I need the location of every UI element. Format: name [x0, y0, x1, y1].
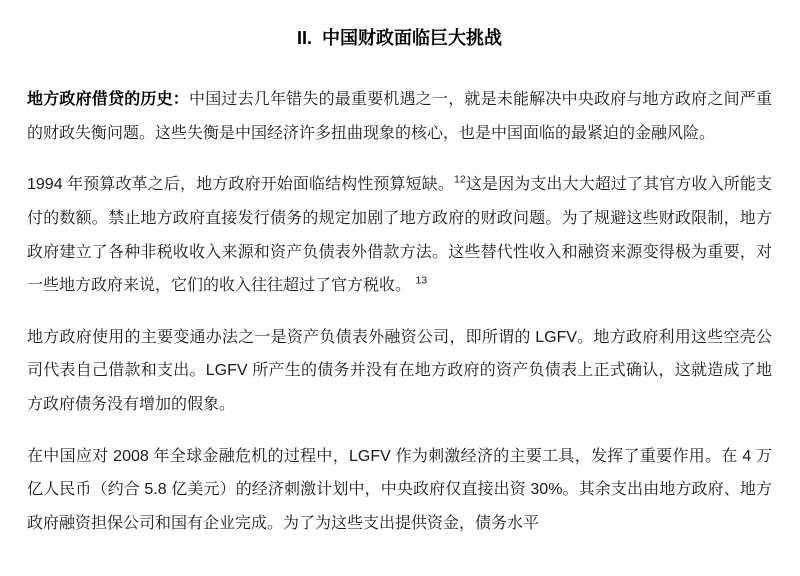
footnote-ref-13: 13	[415, 274, 428, 287]
paragraph-1-bold-lead: 地方政府借贷的历史：	[27, 91, 189, 109]
paragraph-lgfv-workaround: 地方政府使用的主要变通办法之一是资产负债表外融资公司，即所谓的 LGFV。地方政府利用这些空壳公司代表自己借款和支出。LGFV 所产生的债务并没有在地方政府的资产负债表上正式确认，这就造成了地方政府债务没有增加的假象。	[27, 328, 772, 413]
document-title: II. 中国财政面临巨大挑战	[296, 28, 502, 48]
paragraph-1994-budget-reform	[27, 168, 772, 302]
footnote-ref-12: 12	[454, 174, 466, 187]
paragraph-1-text: 中国过去几年错失的最重要机遇之一，就是未能解决中央政府与地方政府之间严重的财政失衡问题。这些失衡是中国经济许多扭曲现象的核心，也是中国面临的最紧迫的金融风险。	[27, 91, 772, 142]
paragraph-local-gov-borrowing-history	[27, 83, 772, 150]
paragraph-2-text-part1: 1994 年预算改革之后，地方政府开始面临结构性预算短缺。	[27, 176, 455, 194]
paragraph-2008-crisis-stimulus: 在中国应对 2008 年全球金融危机的过程中，LGFV 作为刺激经济的主要工具，发挥了重要作用。在 4 万亿人民币（约合 5.8 亿美元）的经济刺激计划中，中央政府仅直接出资 30%。其余支出由地方政府、地方政府融资担保公司和国有企业完成。为了为这些支出提供资金，债务水平	[27, 447, 772, 532]
paragraph-2-text-part2: 这是因为支出大大超过了其官方收入所能支付的数额。禁止地方政府直接发行债务的规定加剧了地方政府的财政问题。为了规避这些财政限制，地方政府建立了各种非税收收入来源和资产负债表外借款方法。这些替代性收入和融资来源变得极为重要，对一些地方政府来说，它们的收入往往超过了官方税收。	[27, 176, 772, 295]
